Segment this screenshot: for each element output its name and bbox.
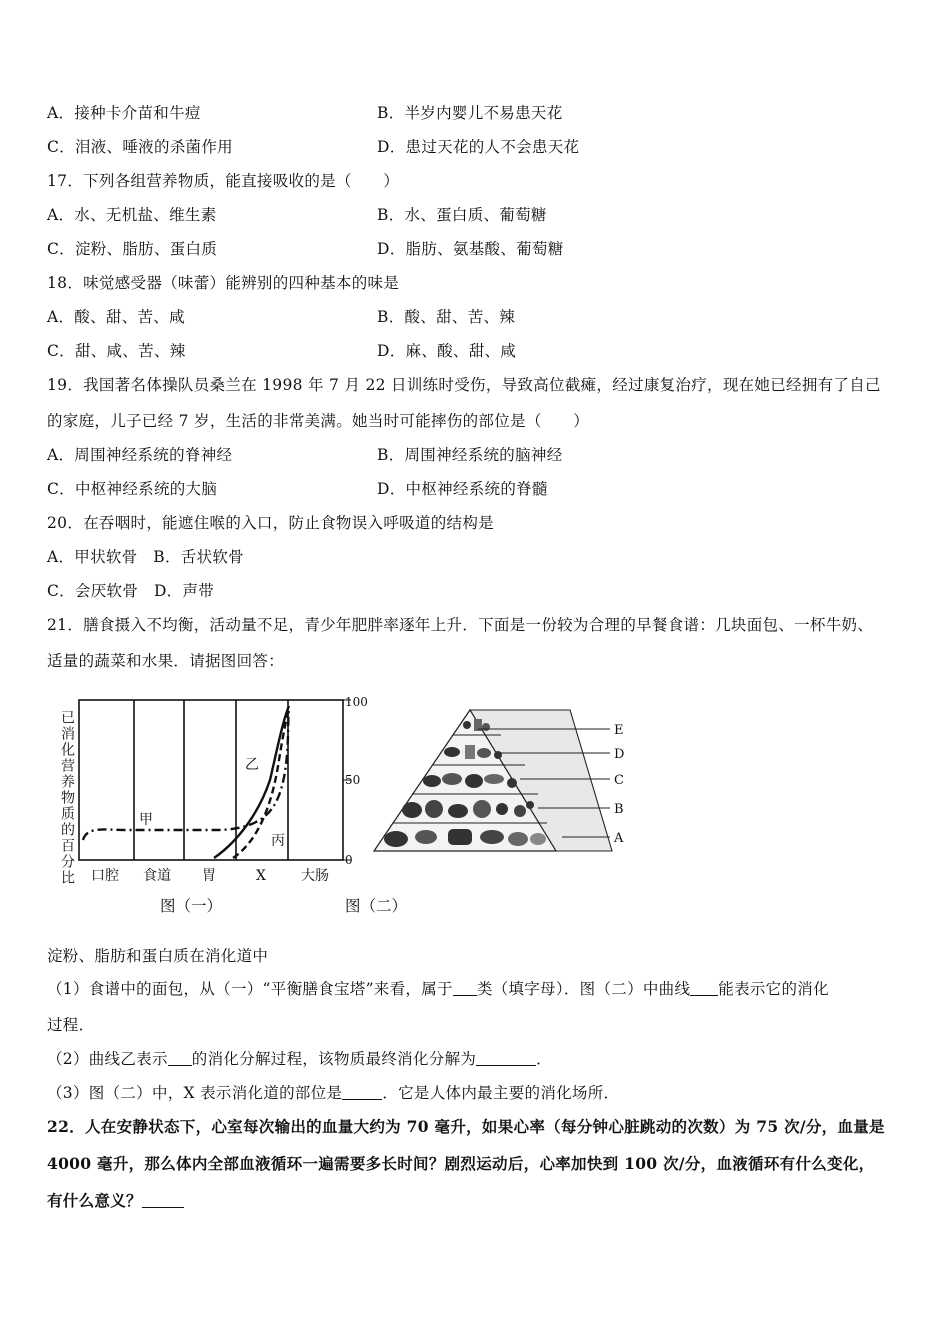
q19-option-c: C．中枢神经系统的大脑 [47,480,218,498]
curve-label-yi: 乙 [245,757,259,773]
q22-line3: 有什么意义？ [47,1189,184,1211]
q21-part1-cont: 过程． [47,1016,95,1034]
q17-option-b: B．水、蛋白质、葡萄糖 [377,206,547,224]
y-tick-100: 100 [345,695,368,709]
answer-blank[interactable] [342,1084,382,1101]
q19-option-d: D．中枢神经系统的脊髓 [377,480,548,498]
figure2-caption: 图（二） [345,897,408,915]
q19-option-b: B．周围神经系统的脑神经 [377,446,563,464]
figure1-caption: 图（一） [160,897,223,915]
q20-stem: 20．在吞咽时，能遮住喉的入口，防止食物误入呼吸道的结构是 [47,514,494,532]
q20-options-cd: C．会厌软骨 D．声带 [47,582,215,600]
y-tick-0: 0 [345,853,353,867]
x-tick-shidao: 食道 [143,868,171,884]
food-pyramid [370,705,640,865]
q18-option-a: A．酸、甜、苦、咸 [47,308,185,326]
q19-stem-line1: 19．我国著名体操队员桑兰在 1998 年 7 月 22 日训练时受伤，导致高位截瘫，经过康复治疗，现在她已经拥有了自己 [47,376,881,394]
q21-part2: （2）曲线乙表示 的消化分解过程，该物质最终消化分解为 ． [47,1050,552,1068]
q17-option-c: C．淀粉、脂肪、蛋白质 [47,240,218,258]
q22-line1: 22．人在安静状态下，心室每次输出的血量大约为 70 毫升，如果心率（每分钟心脏跳动的次数）为 75 次/分，血量是 [47,1117,885,1136]
q16-option-c: C．泪液、唾液的杀菌作用 [47,138,233,156]
q17-option-d: D．脂肪、氨基酸、葡萄糖 [377,240,564,258]
q21-figure-note: 淀粉、脂肪和蛋白质在消化道中 [47,947,269,965]
digestion-chart [55,690,375,890]
q16-option-d: D．患过天花的人不会患天花 [377,138,580,156]
q17-option-a: A．水、无机盐、维生素 [47,206,217,224]
answer-blank[interactable] [168,1050,192,1067]
y-tick-50: 50 [345,773,361,787]
q18-option-d: D．麻、酸、甜、咸 [377,342,517,360]
q17-stem: 17．下列各组营养物质，能直接吸收的是（ ） [47,172,400,190]
answer-blank[interactable] [453,980,477,997]
pyramid-label-d: D [614,747,625,762]
x-tick-kouqiang: 口腔 [91,868,119,884]
answer-blank[interactable] [476,1050,536,1067]
q22-line2: 4000 毫升，那么体内全部血液循环一遍需要多长时间？剧烈运动后，心率加快到 100 次/分，血液循环有什么变化， [47,1154,875,1173]
answer-blank[interactable] [690,980,718,997]
q18-stem: 18．味觉感受器（味蕾）能辨别的四种基本的味是 [47,274,400,292]
q21-part3: （3）图（二）中，X 表示消化道的部位是 ．它是人体内最主要的消化场所． [47,1084,620,1102]
q18-option-c: C．甜、咸、苦、辣 [47,342,186,360]
pyramid-label-c: C [614,773,624,788]
curve-jia [83,708,289,840]
q16-option-a: A．接种卡介苗和牛痘 [47,104,201,122]
curve-label-bing: 丙 [271,833,285,849]
q21-stem-line1: 21．膳食摄入不均衡，活动量不足，青少年肥胖率逐年上升．下面是一份较为合理的早餐食谱：几块面包、一杯牛奶、 [47,616,874,634]
q19-stem-line2: 的家庭，儿子已经 7 岁，生活的非常美满。她当时可能摔伤的部位是（ ） [47,412,590,430]
q21-part1: （1）食谱中的面包，从（一）“平衡膳食宝塔”来看，属于 类（填字母）．图（二）中曲线 能表示它的消化 [47,980,829,998]
chart-y-label: 已消化营养物质的百分比 [59,710,75,886]
q16-option-b: B．半岁内婴儿不易患天花 [377,104,563,122]
curve-label-jia: 甲 [139,812,153,828]
q20-options-ab: A．甲状软骨 B．舌状软骨 [47,548,244,566]
q21-stem-line2: 适量的蔬菜和水果．请据图回答： [47,652,285,670]
x-tick-wei: 胃 [202,868,216,884]
pyramid-label-b: B [614,802,624,817]
q18-option-b: B．酸、甜、苦、辣 [377,308,516,326]
x-tick-x: X [256,868,266,884]
pyramid-label-e: E [614,723,624,738]
pyramid-label-a: A [614,831,624,846]
q19-option-a: A．周围神经系统的脊神经 [47,446,233,464]
x-tick-dachang: 大肠 [301,868,329,884]
answer-blank[interactable] [142,1192,184,1209]
